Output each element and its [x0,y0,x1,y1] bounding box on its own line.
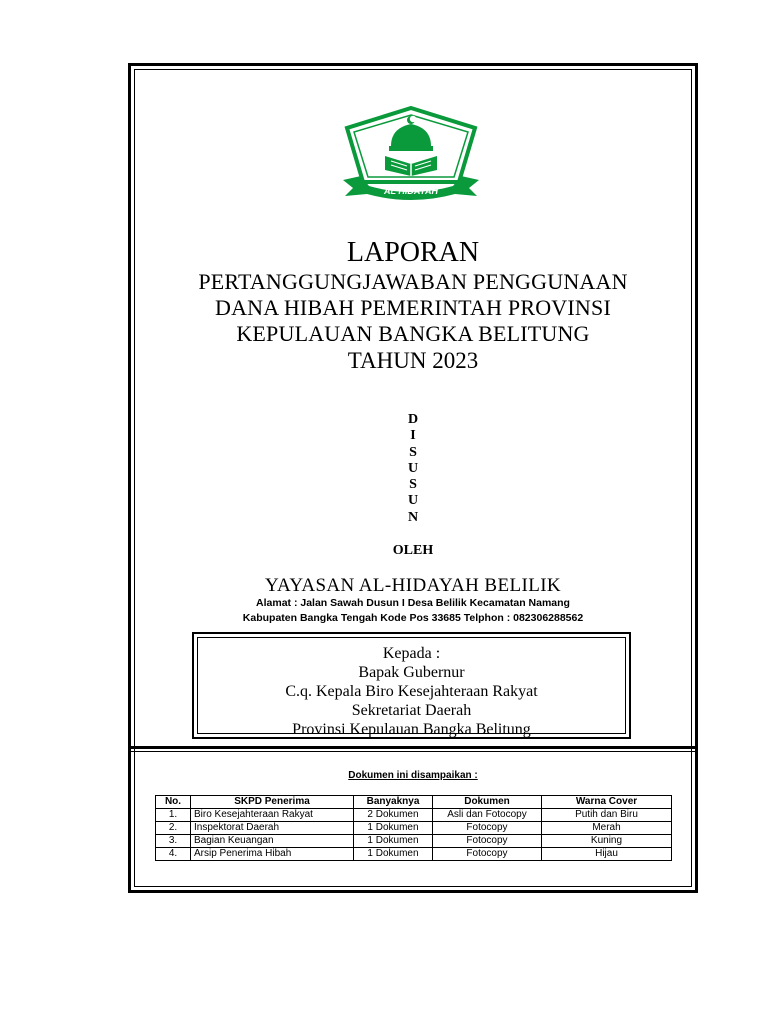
disusun-vertical [131,412,695,526]
table-row [156,809,672,822]
cell-no: 4. [156,848,191,861]
disusun-letter: U [407,493,419,509]
address-line: Kabupaten Bangka Tengah Kode Pos 33685 Telphon : 082306288562 [242,612,584,624]
disusun-letter: U [407,460,419,476]
organization-name: YAYASAN AL-HIDAYAH BELILIK [264,575,562,596]
report-title: LAPORAN [346,237,480,268]
col-header-no: No. [156,796,191,809]
cell-warna-cover: Merah [542,822,672,835]
address-line: Alamat : Jalan Sawah Dusun I Desa Belilik Kecamatan Namang [256,597,570,609]
al-hidayah-logo [339,106,483,202]
cell-warna-cover: Kuning [542,835,672,848]
logo-text: AL HIDAYAH [384,186,438,196]
subtitle-line: DANA HIBAH PEMERINTAH PROVINSI [215,295,611,320]
cell-no: 1. [156,809,191,822]
report-subtitle [131,269,695,347]
cell-dokumen: Fotocopy [433,848,542,861]
cell-skpd: Biro Kesejahteraan Rakyat [191,809,354,822]
section-divider-thin [131,751,695,752]
col-header-dokumen: Dokumen [433,796,542,809]
recipient-line: Bapak Gubernur [358,664,465,681]
disusun-letter: S [409,477,417,493]
col-header-skpd: SKPD Penerima [191,796,354,809]
table-row [156,835,672,848]
table-row [156,822,672,835]
cell-no: 3. [156,835,191,848]
col-header-banyaknya: Banyaknya [354,796,433,809]
recipient-box [192,632,631,739]
cell-warna-cover: Hijau [542,848,672,861]
disusun-letter: D [407,412,419,427]
cell-no: 2. [156,822,191,835]
cell-skpd: Inspektorat Daerah [191,822,354,835]
recipient-line: Provinsi Kepulauan Bangka Belitung [292,721,531,738]
cell-dokumen: Fotocopy [433,835,542,848]
table-header-row [156,796,672,809]
cell-dokumen: Fotocopy [433,822,542,835]
subtitle-line: KEPULAUAN BANGKA BELITUNG [236,321,590,346]
recipient-line: Kepada : [382,645,441,662]
cell-skpd: Bagian Keuangan [191,835,354,848]
recipient-line: C.q. Kepala Biro Kesejahteraan Rakyat [285,683,538,700]
cell-banyaknya: 1 Dokumen [354,835,433,848]
report-year: TAHUN 2023 [347,348,479,373]
disusun-letter: N [407,509,419,525]
section-divider [131,746,695,749]
sent-heading: Dokumen ini disampaikan : [348,770,478,781]
cover-frame [128,63,698,893]
recipient-text [194,644,629,739]
recipient-line: Sekretariat Daerah [351,702,472,719]
cell-dokumen: Asli dan Fotocopy [433,809,542,822]
disusun-letter: S [409,444,417,460]
oleh-label: OLEH [392,543,434,558]
cell-banyaknya: 1 Dokumen [354,848,433,861]
cell-banyaknya: 1 Dokumen [354,822,433,835]
cell-skpd: Arsip Penerima Hibah [191,848,354,861]
distribution-table [155,795,672,861]
table-row [156,848,672,861]
disusun-letter: I [410,428,416,444]
cell-banyaknya: 2 Dokumen [354,809,433,822]
cell-warna-cover: Putih dan Biru [542,809,672,822]
col-header-warna-cover: Warna Cover [542,796,672,809]
subtitle-line: PERTANGGUNGJAWABAN PENGGUNAAN [198,269,628,294]
